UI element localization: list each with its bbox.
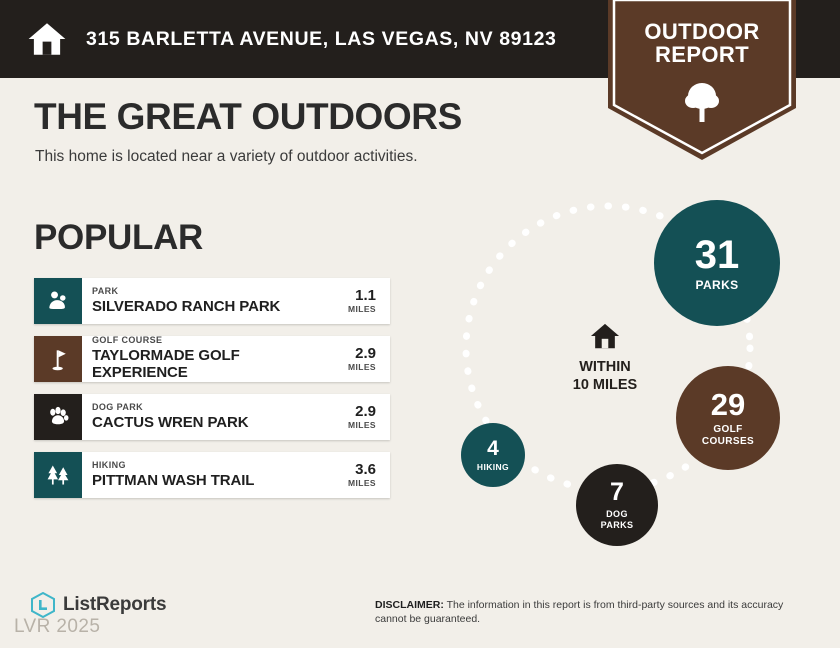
bubble-golf-label-line2: COURSES [701, 436, 755, 447]
list-item-distance-value: 2.9 [355, 403, 376, 421]
outdoor-report-badge [608, 0, 796, 160]
park-icon [34, 278, 82, 324]
list-item-body [82, 452, 390, 498]
within-radius-line1: WITHIN [579, 359, 631, 375]
popular-list [34, 278, 390, 510]
bubble-parks [654, 200, 780, 326]
bubble-golf-courses [676, 366, 780, 470]
list-item-distance-value: 2.9 [355, 345, 376, 363]
list-item-name: CACTUS WREN PARK [92, 413, 249, 431]
tree-icon [684, 80, 720, 124]
home-icon [590, 321, 620, 351]
list-item-distance-value: 3.6 [355, 461, 376, 479]
property-address: 315 BARLETTA AVENUE, LAS VEGAS, NV 89123 [86, 27, 557, 50]
list-item-name: SILVERADO RANCH PARK [92, 297, 281, 315]
badge-title-line1: OUTDOOR [644, 19, 760, 44]
bubble-dog-label-line1: DOG [606, 508, 628, 519]
bubble-parks-label: PARKS [695, 278, 739, 292]
list-item-distance-value: 1.1 [355, 287, 376, 305]
list-item[interactable] [34, 336, 390, 382]
list-item-body [82, 278, 390, 324]
list-item-body [82, 336, 390, 382]
list-item[interactable] [34, 278, 390, 324]
paw-icon [34, 394, 82, 440]
listreports-logo [30, 592, 166, 618]
watermark: LVR 2025 [14, 616, 101, 637]
popular-heading: POPULAR [34, 218, 204, 257]
bubble-hiking-count: 4 [487, 437, 499, 461]
bubble-golf-label-line1: GOLF [713, 423, 743, 435]
bubble-dog-count: 7 [610, 477, 624, 506]
within-radius-line2: 10 MILES [572, 377, 638, 394]
bubble-hiking-label: HIKING [476, 462, 510, 473]
trees-icon [34, 452, 82, 498]
listreports-logo-icon [30, 592, 56, 618]
golf-icon [34, 336, 82, 382]
disclaimer-text: The information in this report is from third-party sources and its accuracy cannot be guaranteed. [375, 599, 784, 626]
list-item-category: DOG PARK [92, 401, 144, 412]
list-item-distance [328, 404, 384, 430]
list-item-body [82, 394, 390, 440]
list-item-distance [328, 462, 384, 488]
bubble-golf-count: 29 [710, 386, 746, 422]
badge-title [608, 20, 796, 67]
list-item-distance-unit: MILES [348, 477, 376, 488]
list-item-distance [328, 288, 384, 314]
disclaimer [375, 598, 815, 626]
bubble-parks-count: 31 [694, 233, 740, 277]
list-item-name: TAYLORMADE GOLF EXPERIENCE [92, 347, 240, 382]
home-icon [26, 18, 68, 60]
within-radius-label [540, 358, 670, 394]
list-item-category: GOLF COURSE [92, 335, 163, 346]
badge-title-line2: REPORT [654, 42, 750, 68]
list-item-distance [328, 346, 384, 372]
list-item[interactable] [34, 452, 390, 498]
listreports-logo-text: ListReports [63, 594, 167, 615]
list-item-category: HIKING [92, 459, 126, 470]
list-item-category: PARK [92, 285, 119, 296]
list-item-distance-unit: MILES [348, 361, 376, 372]
list-item[interactable] [34, 394, 390, 440]
list-item-distance-unit: MILES [348, 419, 376, 430]
disclaimer-label: DISCLAIMER: [375, 599, 444, 611]
nearby-bubble-chart [430, 180, 820, 560]
page-title: THE GREAT OUTDOORS [34, 96, 462, 137]
bubble-dog-parks [576, 464, 658, 546]
list-item-name: PITTMAN WASH TRAIL [92, 471, 255, 489]
bubble-hiking [461, 423, 525, 487]
page-subtitle: This home is located near a variety of outdoor activities. [35, 148, 418, 165]
list-item-distance-unit: MILES [348, 303, 376, 314]
bubble-dog-label-line2: PARKS [600, 520, 634, 530]
